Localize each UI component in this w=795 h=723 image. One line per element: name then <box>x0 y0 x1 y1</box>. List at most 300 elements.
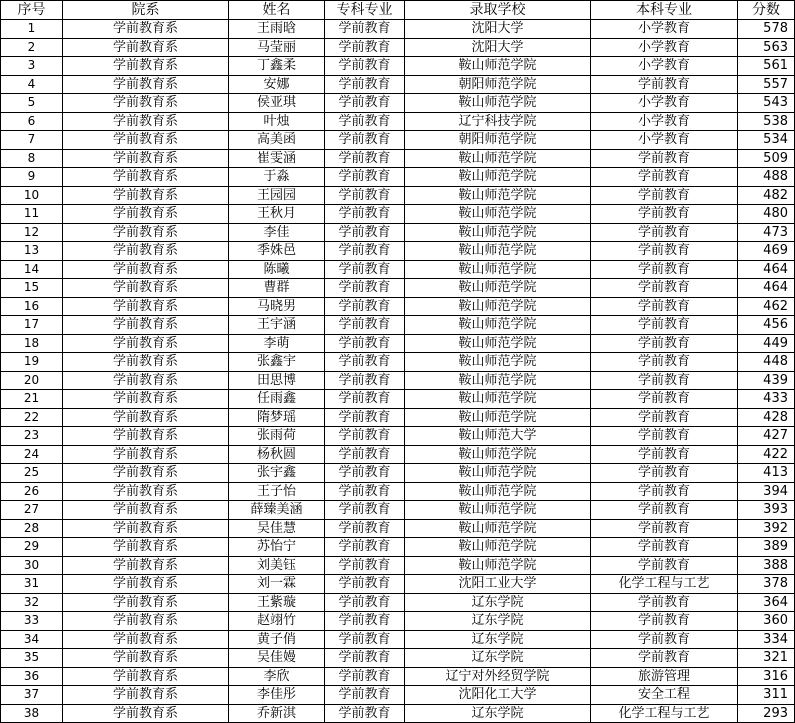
admitted-school-cell: 鞍山师范学院 <box>405 279 591 298</box>
name-cell: 刘美钰 <box>229 556 325 575</box>
name-cell: 乔新淇 <box>229 704 325 723</box>
name-cell: 李萌 <box>229 334 325 353</box>
index-cell: 12 <box>1 223 63 242</box>
score-cell: 422 <box>738 445 795 464</box>
college-major-cell: 学前教育 <box>325 501 405 520</box>
table-row <box>1 260 795 279</box>
table-row <box>1 353 795 372</box>
index-cell: 35 <box>1 649 63 668</box>
score-cell: 360 <box>738 612 795 631</box>
college-major-cell: 学前教育 <box>325 334 405 353</box>
admitted-school-cell: 鞍山师范学院 <box>405 205 591 224</box>
college-major-cell: 学前教育 <box>325 149 405 168</box>
undergrad-major-cell: 小学教育 <box>591 57 738 76</box>
name-cell: 陈曦 <box>229 260 325 279</box>
score-cell: 311 <box>738 686 795 705</box>
score-cell: 464 <box>738 279 795 298</box>
index-cell: 2 <box>1 38 63 57</box>
college-major-cell: 学前教育 <box>325 612 405 631</box>
table-row <box>1 279 795 298</box>
score-cell: 480 <box>738 205 795 224</box>
score-cell: 534 <box>738 131 795 150</box>
department-cell: 学前教育系 <box>63 649 229 668</box>
name-cell: 张雨荷 <box>229 427 325 446</box>
undergrad-major-cell: 学前教育 <box>591 538 738 557</box>
table-row <box>1 242 795 261</box>
department-cell: 学前教育系 <box>63 168 229 187</box>
department-cell: 学前教育系 <box>63 353 229 372</box>
college-major-cell: 学前教育 <box>325 630 405 649</box>
index-cell: 5 <box>1 94 63 113</box>
index-cell: 19 <box>1 353 63 372</box>
score-cell: 427 <box>738 427 795 446</box>
table-row <box>1 38 795 57</box>
table-row <box>1 316 795 335</box>
table-row <box>1 686 795 705</box>
undergrad-major-cell: 学前教育 <box>591 334 738 353</box>
department-cell: 学前教育系 <box>63 501 229 520</box>
score-cell: 364 <box>738 593 795 612</box>
score-cell: 393 <box>738 501 795 520</box>
name-cell: 黄子俏 <box>229 630 325 649</box>
index-cell: 27 <box>1 501 63 520</box>
college-major-cell: 学前教育 <box>325 445 405 464</box>
table-row <box>1 704 795 723</box>
col-department-header: 院系 <box>63 1 229 20</box>
admitted-school-cell: 鞍山师范学院 <box>405 538 591 557</box>
college-major-cell: 学前教育 <box>325 186 405 205</box>
score-cell: 557 <box>738 75 795 94</box>
undergrad-major-cell: 小学教育 <box>591 131 738 150</box>
undergrad-major-cell: 学前教育 <box>591 408 738 427</box>
col-score-header: 分数 <box>738 1 795 20</box>
table-row <box>1 205 795 224</box>
college-major-cell: 学前教育 <box>325 131 405 150</box>
index-cell: 7 <box>1 131 63 150</box>
score-cell: 448 <box>738 353 795 372</box>
name-cell: 李佳 <box>229 223 325 242</box>
admitted-school-cell: 辽宁对外经贸学院 <box>405 667 591 686</box>
table-row <box>1 612 795 631</box>
score-cell: 469 <box>738 242 795 261</box>
index-cell: 13 <box>1 242 63 261</box>
admitted-school-cell: 辽东学院 <box>405 704 591 723</box>
score-cell: 392 <box>738 519 795 538</box>
score-cell: 449 <box>738 334 795 353</box>
score-cell: 488 <box>738 168 795 187</box>
index-cell: 16 <box>1 297 63 316</box>
name-cell: 王雨晗 <box>229 20 325 39</box>
admitted-school-cell: 鞍山师范学院 <box>405 390 591 409</box>
department-cell: 学前教育系 <box>63 334 229 353</box>
index-cell: 3 <box>1 57 63 76</box>
undergrad-major-cell: 学前教育 <box>591 630 738 649</box>
college-major-cell: 学前教育 <box>325 205 405 224</box>
table-row <box>1 297 795 316</box>
college-major-cell: 学前教育 <box>325 316 405 335</box>
college-major-cell: 学前教育 <box>325 667 405 686</box>
table-row <box>1 186 795 205</box>
college-major-cell: 学前教育 <box>325 649 405 668</box>
score-cell: 473 <box>738 223 795 242</box>
department-cell: 学前教育系 <box>63 242 229 261</box>
admitted-school-cell: 鞍山师范学院 <box>405 519 591 538</box>
undergrad-major-cell: 学前教育 <box>591 427 738 446</box>
department-cell: 学前教育系 <box>63 205 229 224</box>
index-cell: 20 <box>1 371 63 390</box>
undergrad-major-cell: 学前教育 <box>591 353 738 372</box>
department-cell: 学前教育系 <box>63 408 229 427</box>
admitted-school-cell: 鞍山师范学院 <box>405 223 591 242</box>
score-cell: 413 <box>738 464 795 483</box>
department-cell: 学前教育系 <box>63 704 229 723</box>
undergrad-major-cell: 学前教育 <box>591 445 738 464</box>
department-cell: 学前教育系 <box>63 464 229 483</box>
name-cell: 隋梦瑶 <box>229 408 325 427</box>
table-row <box>1 519 795 538</box>
department-cell: 学前教育系 <box>63 223 229 242</box>
admitted-school-cell: 沈阳大学 <box>405 38 591 57</box>
table-row <box>1 371 795 390</box>
college-major-cell: 学前教育 <box>325 297 405 316</box>
undergrad-major-cell: 学前教育 <box>591 556 738 575</box>
undergrad-major-cell: 学前教育 <box>591 371 738 390</box>
name-cell: 曹群 <box>229 279 325 298</box>
department-cell: 学前教育系 <box>63 686 229 705</box>
score-cell: 439 <box>738 371 795 390</box>
index-cell: 25 <box>1 464 63 483</box>
table-row <box>1 630 795 649</box>
table-row <box>1 168 795 187</box>
undergrad-major-cell: 学前教育 <box>591 279 738 298</box>
undergrad-major-cell: 学前教育 <box>591 390 738 409</box>
department-cell: 学前教育系 <box>63 630 229 649</box>
department-cell: 学前教育系 <box>63 131 229 150</box>
college-major-cell: 学前教育 <box>325 464 405 483</box>
name-cell: 杨秋圆 <box>229 445 325 464</box>
table-row <box>1 667 795 686</box>
admitted-school-cell: 鞍山师范学院 <box>405 408 591 427</box>
score-cell: 543 <box>738 94 795 113</box>
name-cell: 李欣 <box>229 667 325 686</box>
table-row <box>1 649 795 668</box>
college-major-cell: 学前教育 <box>325 168 405 187</box>
name-cell: 吴佳嫚 <box>229 649 325 668</box>
department-cell: 学前教育系 <box>63 390 229 409</box>
college-major-cell: 学前教育 <box>325 57 405 76</box>
table-row <box>1 131 795 150</box>
index-cell: 31 <box>1 575 63 594</box>
index-cell: 32 <box>1 593 63 612</box>
table-row <box>1 538 795 557</box>
index-cell: 22 <box>1 408 63 427</box>
admitted-school-cell: 鞍山师范学院 <box>405 297 591 316</box>
index-cell: 26 <box>1 482 63 501</box>
department-cell: 学前教育系 <box>63 427 229 446</box>
department-cell: 学前教育系 <box>63 260 229 279</box>
admitted-school-cell: 鞍山师范学院 <box>405 57 591 76</box>
name-cell: 于淼 <box>229 168 325 187</box>
index-cell: 15 <box>1 279 63 298</box>
name-cell: 季姝邑 <box>229 242 325 261</box>
header-row <box>1 1 795 20</box>
index-cell: 24 <box>1 445 63 464</box>
department-cell: 学前教育系 <box>63 38 229 57</box>
undergrad-major-cell: 学前教育 <box>591 223 738 242</box>
name-cell: 王园园 <box>229 186 325 205</box>
department-cell: 学前教育系 <box>63 316 229 335</box>
college-major-cell: 学前教育 <box>325 575 405 594</box>
college-major-cell: 学前教育 <box>325 353 405 372</box>
index-cell: 8 <box>1 149 63 168</box>
score-cell: 464 <box>738 260 795 279</box>
score-cell: 538 <box>738 112 795 131</box>
name-cell: 薛臻美涵 <box>229 501 325 520</box>
admitted-school-cell: 鞍山师范学院 <box>405 186 591 205</box>
college-major-cell: 学前教育 <box>325 75 405 94</box>
admitted-school-cell: 沈阳工业大学 <box>405 575 591 594</box>
index-cell: 1 <box>1 20 63 39</box>
index-cell: 33 <box>1 612 63 631</box>
college-major-cell: 学前教育 <box>325 556 405 575</box>
department-cell: 学前教育系 <box>63 667 229 686</box>
table-row <box>1 223 795 242</box>
admitted-school-cell: 鞍山师范学院 <box>405 482 591 501</box>
table-row <box>1 149 795 168</box>
index-cell: 10 <box>1 186 63 205</box>
undergrad-major-cell: 小学教育 <box>591 20 738 39</box>
undergrad-major-cell: 学前教育 <box>591 186 738 205</box>
index-cell: 6 <box>1 112 63 131</box>
undergrad-major-cell: 小学教育 <box>591 38 738 57</box>
department-cell: 学前教育系 <box>63 297 229 316</box>
department-cell: 学前教育系 <box>63 593 229 612</box>
name-cell: 王秋月 <box>229 205 325 224</box>
college-major-cell: 学前教育 <box>325 593 405 612</box>
score-cell: 394 <box>738 482 795 501</box>
table-row <box>1 556 795 575</box>
index-cell: 18 <box>1 334 63 353</box>
col-college-major-header: 专科专业 <box>325 1 405 20</box>
index-cell: 11 <box>1 205 63 224</box>
col-admitted-school-header: 录取学校 <box>405 1 591 20</box>
index-cell: 34 <box>1 630 63 649</box>
undergrad-major-cell: 小学教育 <box>591 94 738 113</box>
undergrad-major-cell: 旅游管理 <box>591 667 738 686</box>
admitted-school-cell: 鞍山师范学院 <box>405 371 591 390</box>
department-cell: 学前教育系 <box>63 612 229 631</box>
index-cell: 30 <box>1 556 63 575</box>
score-cell: 433 <box>738 390 795 409</box>
score-cell: 578 <box>738 20 795 39</box>
name-cell: 高美函 <box>229 131 325 150</box>
admitted-school-cell: 辽东学院 <box>405 593 591 612</box>
admitted-school-cell: 鞍山师范学院 <box>405 242 591 261</box>
college-major-cell: 学前教育 <box>325 94 405 113</box>
admitted-school-cell: 鞍山师范大学 <box>405 427 591 446</box>
department-cell: 学前教育系 <box>63 75 229 94</box>
name-cell: 吴佳慧 <box>229 519 325 538</box>
admitted-school-cell: 鞍山师范学院 <box>405 316 591 335</box>
college-major-cell: 学前教育 <box>325 519 405 538</box>
department-cell: 学前教育系 <box>63 112 229 131</box>
admitted-school-cell: 辽东学院 <box>405 649 591 668</box>
score-cell: 428 <box>738 408 795 427</box>
table-row <box>1 94 795 113</box>
score-cell: 389 <box>738 538 795 557</box>
score-cell: 561 <box>738 57 795 76</box>
college-major-cell: 学前教育 <box>325 260 405 279</box>
undergrad-major-cell: 学前教育 <box>591 316 738 335</box>
admitted-school-cell: 鞍山师范学院 <box>405 445 591 464</box>
name-cell: 侯亚琪 <box>229 94 325 113</box>
department-cell: 学前教育系 <box>63 538 229 557</box>
admitted-school-cell: 鞍山师范学院 <box>405 260 591 279</box>
undergrad-major-cell: 学前教育 <box>591 464 738 483</box>
index-cell: 37 <box>1 686 63 705</box>
department-cell: 学前教育系 <box>63 445 229 464</box>
undergrad-major-cell: 学前教育 <box>591 149 738 168</box>
table-row <box>1 464 795 483</box>
table-row <box>1 112 795 131</box>
undergrad-major-cell: 学前教育 <box>591 75 738 94</box>
college-major-cell: 学前教育 <box>325 408 405 427</box>
undergrad-major-cell: 学前教育 <box>591 242 738 261</box>
name-cell: 田思博 <box>229 371 325 390</box>
table-row <box>1 501 795 520</box>
admitted-school-cell: 辽东学院 <box>405 630 591 649</box>
index-cell: 21 <box>1 390 63 409</box>
college-major-cell: 学前教育 <box>325 371 405 390</box>
department-cell: 学前教育系 <box>63 371 229 390</box>
col-index-header: 序号 <box>1 1 63 20</box>
undergrad-major-cell: 学前教育 <box>591 297 738 316</box>
index-cell: 9 <box>1 168 63 187</box>
name-cell: 赵翊竹 <box>229 612 325 631</box>
college-major-cell: 学前教育 <box>325 390 405 409</box>
score-cell: 482 <box>738 186 795 205</box>
admitted-school-cell: 辽宁科技学院 <box>405 112 591 131</box>
admitted-school-cell: 鞍山师范学院 <box>405 464 591 483</box>
admitted-school-cell: 鞍山师范学院 <box>405 556 591 575</box>
name-cell: 安娜 <box>229 75 325 94</box>
table-row <box>1 482 795 501</box>
admitted-school-cell: 朝阳师范学院 <box>405 131 591 150</box>
table-row <box>1 408 795 427</box>
college-major-cell: 学前教育 <box>325 704 405 723</box>
undergrad-major-cell: 学前教育 <box>591 482 738 501</box>
score-cell: 293 <box>738 704 795 723</box>
table-row <box>1 390 795 409</box>
department-cell: 学前教育系 <box>63 57 229 76</box>
name-cell: 王宇涵 <box>229 316 325 335</box>
department-cell: 学前教育系 <box>63 20 229 39</box>
name-cell: 张宇鑫 <box>229 464 325 483</box>
score-cell: 563 <box>738 38 795 57</box>
admitted-school-cell: 沈阳化工大学 <box>405 686 591 705</box>
admitted-school-cell: 鞍山师范学院 <box>405 353 591 372</box>
col-undergrad-major-header: 本科专业 <box>591 1 738 20</box>
admitted-school-cell: 朝阳师范学院 <box>405 75 591 94</box>
score-cell: 456 <box>738 316 795 335</box>
name-cell: 丁鑫柔 <box>229 57 325 76</box>
undergrad-major-cell: 化学工程与工艺 <box>591 575 738 594</box>
name-cell: 苏怡宁 <box>229 538 325 557</box>
college-major-cell: 学前教育 <box>325 482 405 501</box>
undergrad-major-cell: 安全工程 <box>591 686 738 705</box>
index-cell: 36 <box>1 667 63 686</box>
undergrad-major-cell: 学前教育 <box>591 649 738 668</box>
table-row <box>1 593 795 612</box>
department-cell: 学前教育系 <box>63 149 229 168</box>
score-cell: 378 <box>738 575 795 594</box>
score-cell: 316 <box>738 667 795 686</box>
table-row <box>1 575 795 594</box>
department-cell: 学前教育系 <box>63 482 229 501</box>
table-row <box>1 20 795 39</box>
college-major-cell: 学前教育 <box>325 686 405 705</box>
name-cell: 李佳彤 <box>229 686 325 705</box>
table-row <box>1 334 795 353</box>
admitted-school-cell: 鞍山师范学院 <box>405 501 591 520</box>
score-cell: 462 <box>738 297 795 316</box>
name-cell: 叶烛 <box>229 112 325 131</box>
table-row <box>1 427 795 446</box>
department-cell: 学前教育系 <box>63 279 229 298</box>
name-cell: 崔雯涵 <box>229 149 325 168</box>
college-major-cell: 学前教育 <box>325 112 405 131</box>
score-cell: 388 <box>738 556 795 575</box>
admitted-school-cell: 鞍山师范学院 <box>405 168 591 187</box>
name-cell: 刘一霖 <box>229 575 325 594</box>
admitted-school-cell: 鞍山师范学院 <box>405 94 591 113</box>
college-major-cell: 学前教育 <box>325 427 405 446</box>
name-cell: 任雨鑫 <box>229 390 325 409</box>
name-cell: 马莹丽 <box>229 38 325 57</box>
department-cell: 学前教育系 <box>63 556 229 575</box>
admitted-school-cell: 鞍山师范学院 <box>405 149 591 168</box>
college-major-cell: 学前教育 <box>325 538 405 557</box>
department-cell: 学前教育系 <box>63 575 229 594</box>
name-cell: 张鑫宇 <box>229 353 325 372</box>
admitted-school-cell: 辽东学院 <box>405 612 591 631</box>
col-name-header: 姓名 <box>229 1 325 20</box>
undergrad-major-cell: 学前教育 <box>591 501 738 520</box>
undergrad-major-cell: 学前教育 <box>591 593 738 612</box>
score-cell: 334 <box>738 630 795 649</box>
table-row <box>1 445 795 464</box>
admitted-school-cell: 沈阳大学 <box>405 20 591 39</box>
department-cell: 学前教育系 <box>63 186 229 205</box>
undergrad-major-cell: 学前教育 <box>591 519 738 538</box>
index-cell: 28 <box>1 519 63 538</box>
name-cell: 王子怡 <box>229 482 325 501</box>
name-cell: 马晓男 <box>229 297 325 316</box>
index-cell: 17 <box>1 316 63 335</box>
college-major-cell: 学前教育 <box>325 242 405 261</box>
department-cell: 学前教育系 <box>63 94 229 113</box>
name-cell: 王紫璇 <box>229 593 325 612</box>
undergrad-major-cell: 学前教育 <box>591 205 738 224</box>
college-major-cell: 学前教育 <box>325 20 405 39</box>
index-cell: 38 <box>1 704 63 723</box>
department-cell: 学前教育系 <box>63 519 229 538</box>
undergrad-major-cell: 化学工程与工艺 <box>591 704 738 723</box>
table-row <box>1 75 795 94</box>
table-row <box>1 57 795 76</box>
index-cell: 4 <box>1 75 63 94</box>
college-major-cell: 学前教育 <box>325 279 405 298</box>
